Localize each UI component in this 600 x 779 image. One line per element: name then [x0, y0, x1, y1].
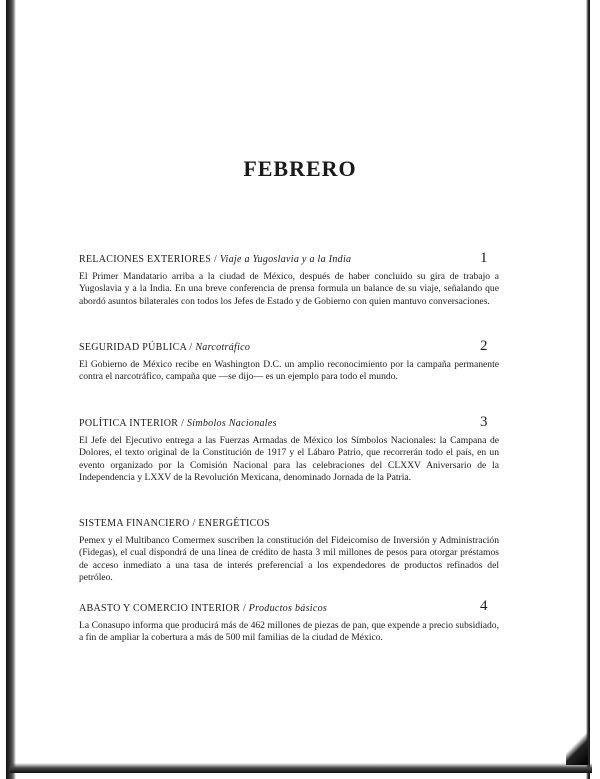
- entry-number: 4: [480, 598, 488, 614]
- entry-number: 1: [480, 250, 488, 266]
- subsection-label: Símbolos Nacionales: [186, 418, 277, 429]
- entry-body: Pemex y el Multibanco Comermex suscriben la constitución del Fideicomiso de Inversión y Administración (Fidegas), el cual dispondrá de una línea de crédito de hasta 3 mil millones de pesos para otorgar préstamos de acceso inmediato a una tasa de interés preferencial a los expendedores de productos refinados del petróleo.: [79, 535, 499, 584]
- section-label: RELACIONES EXTERIORES: [79, 254, 212, 265]
- scan-bottom-edge: [10, 763, 592, 773]
- heading-separator: /: [189, 518, 199, 529]
- entry-heading: [79, 603, 499, 614]
- entry-abasto-comercio-interior: [79, 603, 499, 645]
- scan-left-edge: [6, 0, 16, 779]
- section-label: SEGURIDAD PÚBLICA: [79, 342, 187, 353]
- entry-heading: [79, 518, 499, 529]
- heading-separator: /: [240, 603, 249, 614]
- entry-heading: [79, 342, 499, 353]
- entry-number: 2: [480, 338, 488, 354]
- page-title: FEBRERO: [243, 156, 357, 181]
- entry-sistema-financiero: [79, 518, 499, 585]
- subsection-label: Viaje a Yugoslavia y a la India: [219, 254, 352, 265]
- entry-body: El Primer Mandatario arriba a la ciudad de México, después de haber concluido su gira de trabajo a Yugoslavia y a la India. En una breve conferencia de prensa formula un balance de su viaje, señalando que abordó asuntos bilaterales con todos los Jefes de Estado y de Gobierno con quien mantuvo conversaciones.: [79, 271, 499, 307]
- section-label: POLÍTICA INTERIOR: [79, 418, 179, 429]
- section-label: SISTEMA FINANCIERO: [79, 518, 190, 529]
- scan-corner-curl: [566, 725, 588, 765]
- entry-heading: [79, 418, 499, 429]
- subsection-label: Productos básicos: [248, 603, 328, 614]
- entry-body: El Jefe del Ejecutivo entrega a las Fuerzas Armadas de México los Símbolos Nacionales: la Campana de Dolores, el texto original de la Constitución de 1917 y el Lábaro Patrio, que recorrerán todo el país, en un evento organizado por la Comisión Nacional para las celebraciones del CLXXV Aniversario de la Independencia y LXXV de la Revolución Mexicana, denominado Jornada de la Patria.: [79, 435, 499, 484]
- entry-body: La Conasupo informa que producirá más de 462 millones de piezas de pan, que expende a precio subsidiado, a fin de ampliar la cobertura a más de 500 mil familias de la ciudad de México.: [79, 620, 499, 644]
- scan-right-edge: [586, 0, 590, 779]
- entry-number: 3: [480, 414, 488, 430]
- heading-separator: /: [178, 418, 187, 429]
- entry-heading: [79, 254, 499, 265]
- subsection-label: ENERGÉTICOS: [198, 518, 271, 529]
- entry-relaciones-exteriores: [79, 254, 499, 308]
- heading-separator: /: [211, 254, 220, 265]
- section-label: ABASTO Y COMERCIO INTERIOR: [79, 603, 241, 614]
- entry-politica-interior: [79, 418, 499, 485]
- entry-seguridad-publica: [79, 342, 499, 384]
- subsection-label: Narcotráfico: [195, 342, 251, 353]
- heading-separator: /: [186, 342, 196, 353]
- entry-body: El Gobierno de México recibe en Washington D.C. un amplio reconocimiento por la campaña permanente contra el narcotráfico, campaña que —se dijo— es un ejemplo para todo el mundo.: [79, 359, 499, 383]
